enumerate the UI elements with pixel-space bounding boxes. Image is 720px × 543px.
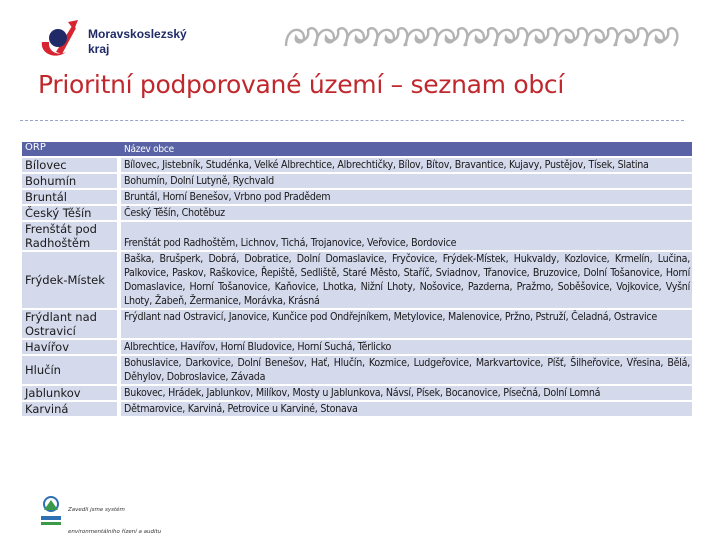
- table-header-row: [22, 142, 692, 156]
- table-row: [22, 174, 692, 188]
- table-row: [22, 252, 692, 308]
- region-logo-icon: [38, 18, 86, 62]
- emas-line-1: Zavedli jsme systém: [68, 507, 125, 513]
- table-row: [22, 340, 692, 354]
- row-orp: Havířov: [22, 340, 117, 354]
- table-row: [22, 310, 692, 338]
- emas-certification: [38, 494, 238, 534]
- column-header-obce: Název obce: [121, 142, 692, 156]
- row-obce: Frenštát pod Radhoštěm, Lichnov, Tichá, Trojanovice, Veřovice, Bordovice: [121, 222, 692, 250]
- row-obce: Albrechtice, Havířov, Horní Bludovice, Horní Suchá, Těrlicko: [121, 340, 692, 354]
- row-orp: Karviná: [22, 402, 117, 416]
- table-row: [22, 386, 692, 400]
- table-row: [22, 222, 692, 250]
- emas-text: [68, 499, 161, 543]
- title-divider: [20, 120, 684, 121]
- region-logo-text: [88, 27, 187, 57]
- row-obce: Bukovec, Hrádek, Jablunkov, Milíkov, Mosty u Jablunkova, Návsí, Písek, Bocanovice, Písečná, Dolní Lomná: [121, 386, 692, 400]
- row-orp: Jablunkov: [22, 386, 117, 400]
- row-obce: Český Těšín, Chotěbuz: [121, 206, 692, 220]
- row-obce: Bílovec, Jistebník, Studénka, Velké Albrechtice, Albrechtičky, Bílov, Bítov, Bravantice, Kujavy, Pustějov, Tísek, Slatina: [121, 158, 692, 172]
- row-obce: Bruntál, Horní Benešov, Vrbno pod Pradědem: [121, 190, 692, 204]
- region-logo: [38, 18, 198, 68]
- table-row: [22, 158, 692, 172]
- logo-line-2: kraj: [88, 42, 110, 56]
- row-obce: Dětmarovice, Karviná, Petrovice u Karviné, Stonava: [121, 402, 692, 416]
- row-obce: Bohumín, Dolní Lutyně, Rychvald: [121, 174, 692, 188]
- row-orp: Hlučín: [22, 356, 117, 384]
- table-row: [22, 402, 692, 416]
- decorative-ornament: [284, 20, 694, 50]
- table-row: [22, 356, 692, 384]
- row-obce: Baška, Brušperk, Dobrá, Dobratice, Dolní Domaslavice, Fryčovice, Frýdek-Místek, Hukvaldy, Kozlovice, Krmelín, Lučina, Palkovice, Paskov, Raškovice, Řepiště, Sedliště, Staré Město, Staříč, Sviadnov, Třanovice, Bruzovice, Dolní Tošanovice, Horní Domaslavice, Horní Tošanovice, Kaňovice, Lhotka, Nižní Lhoty, Nošovice, Pazderna, Pražmo, Soběšovice, Vojkovice, Vyšní Lhoty, Žabeň, Žermanice, Morávka, Krásná: [121, 252, 692, 308]
- emas-line-2: environmentálního řízení a auditu: [68, 529, 162, 535]
- row-orp: Bílovec: [22, 158, 117, 172]
- column-header-orp: ORP: [22, 142, 117, 156]
- row-orp: Bohumín: [22, 174, 117, 188]
- table-row: [22, 190, 692, 204]
- row-orp: Frýdek-Místek: [22, 252, 117, 308]
- row-orp: Frenštát pod Radhoštěm: [22, 222, 117, 250]
- row-obce: Bohuslavice, Darkovice, Dolní Benešov, Hať, Hlučín, Kozmice, Ludgeřovice, Markvartovice, Píšť, Šilheřovice, Vřesina, Bělá, Děhylov, Dobroslavice, Závada: [121, 356, 692, 384]
- row-obce: Frýdlant nad Ostravicí, Janovice, Kunčice pod Ondřejníkem, Metylovice, Malenovice, Pržno, Pstruží, Čeladná, Ostravice: [121, 310, 692, 338]
- logo-line-1: Moravskoslezský: [88, 27, 187, 41]
- row-orp: Bruntál: [22, 190, 117, 204]
- row-orp: Frýdlant nad Ostravicí: [22, 310, 117, 338]
- row-orp: Český Těšín: [22, 206, 117, 220]
- page-title: Prioritní podporované území – seznam obcí: [38, 70, 565, 99]
- municipalities-table: [22, 140, 692, 418]
- table-row: [22, 206, 692, 220]
- emas-logo-icon: [38, 494, 64, 532]
